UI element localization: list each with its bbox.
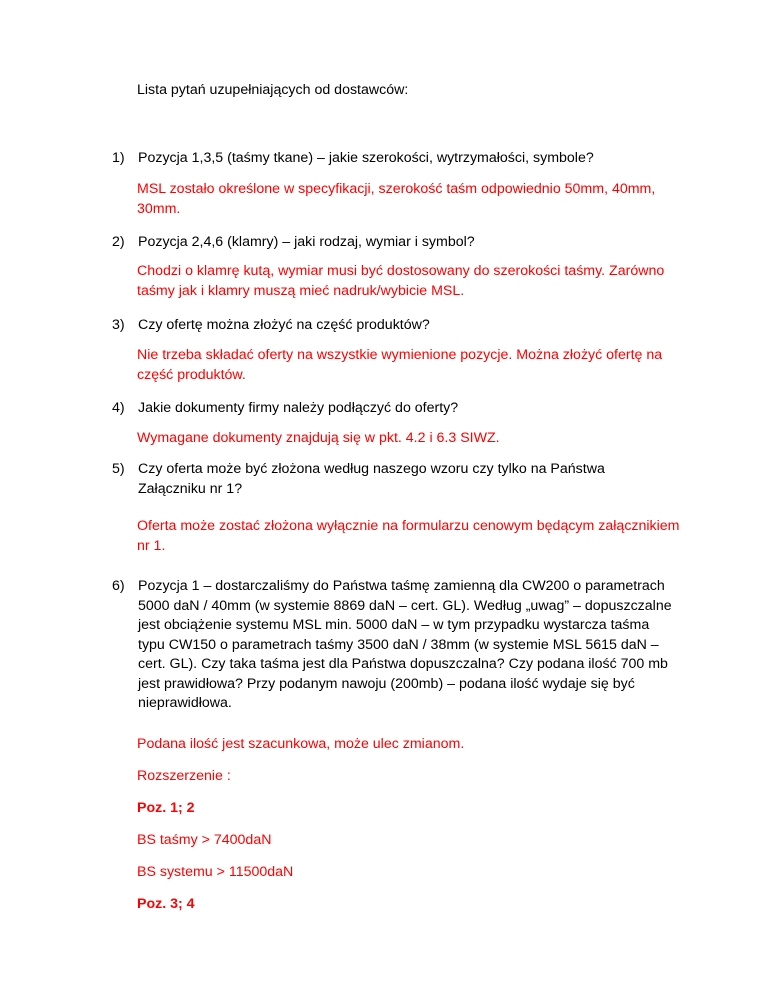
question-item-1 xyxy=(112,149,672,169)
answer-1: MSL zostało określone w specyfikacji, szerokość taśm odpowiednio 50mm, 40mm, 30mm. xyxy=(137,181,656,217)
question-item-2 xyxy=(112,233,672,253)
question-item-6 xyxy=(112,577,672,714)
question-text: Czy oferta może być złożona według naszego wzoru czy tylko na Państwa Załączniku nr 1? xyxy=(138,461,605,497)
answer-3: Nie trzeba składać oferty na wszystkie wymienione pozycje. Można złożyć ofertę na część produktów. xyxy=(137,347,663,383)
question-item-3 xyxy=(112,316,672,336)
extension-label: Rozszerzenie : xyxy=(137,768,231,784)
answer-4: Wymagane dokumenty znajdują się w pkt. 4.2 i 6.3 SIWZ. xyxy=(137,430,500,446)
question-text: Pozycja 1 – dostarczaliśmy do Państwa taśmę zamienną dla CW200 o parametrach 5000 daN / 40mm (w systemie 8869 daN – cert. GL). Według „uwag” – dopuszczalne jest obciążenie systemu MSL min. 5000 daN – w tym przypadku wystarcza taśma typu CW150 o parametrach taśmy 3500 daN / 38mm (w systemie MSL 5615 daN – cert. GL). Czy taka taśma jest dla Państwa dopuszczalna? Czy podana ilość 700 mb jest prawidłowa? Przy podanym nawoju (200mb) – podana ilość wydaje się być nieprawidłowa. xyxy=(138,578,672,711)
question-item-4 xyxy=(112,399,672,419)
question-text: Pozycja 2,4,6 (klamry) – jaki rodzaj, wymiar i symbol? xyxy=(138,234,475,250)
question-number: 2) xyxy=(112,234,125,250)
question-item-5 xyxy=(112,460,672,499)
answer-6: Podana ilość jest szacunkowa, może ulec zmianom. xyxy=(137,736,465,752)
extension-group-2-heading: Poz. 3; 4 xyxy=(137,896,195,912)
answer-5: Oferta może zostać złożona wyłącznie na formularzu cenowym będącym załącznikiem nr 1. xyxy=(137,518,680,554)
question-number: 1) xyxy=(112,150,125,166)
document-title: Lista pytań uzupełniających od dostawców: xyxy=(137,82,409,98)
question-text: Pozycja 1,3,5 (taśmy tkane) – jakie szerokości, wytrzymałości, symbole? xyxy=(138,150,594,166)
question-number: 6) xyxy=(112,578,125,594)
question-text: Czy ofertę można złożyć na część produktów? xyxy=(138,317,430,333)
question-number: 4) xyxy=(112,400,125,416)
question-text: Jakie dokumenty firmy należy podłączyć do oferty? xyxy=(138,400,459,416)
question-number: 3) xyxy=(112,317,125,333)
extension-group-1-line-2: BS systemu > 11500daN xyxy=(137,864,294,880)
question-number: 5) xyxy=(112,461,125,477)
answer-2: Chodzi o klamrę kutą, wymiar musi być dostosowany do szerokości taśmy. Zarówno taśmy jak i klamry muszą mieć nadruk/wybicie MSL. xyxy=(137,263,665,299)
extension-group-1-heading: Poz. 1; 2 xyxy=(137,800,195,816)
extension-group-1-line-1: BS taśmy > 7400daN xyxy=(137,832,272,848)
